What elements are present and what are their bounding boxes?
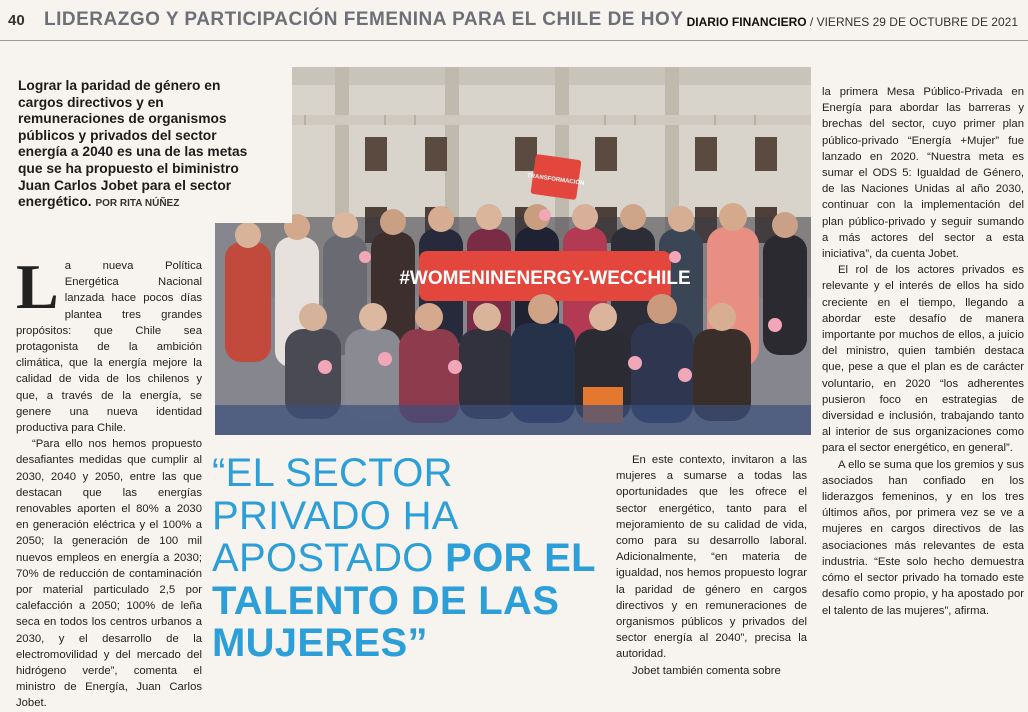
paragraph-text: a nueva Política Energética Nacional lanzada hace pocos días plantea tres grandes propósitos: que Chile sea protagonista de la ambición climática, que la energía mejore la calidad de vida de los chilenos y que, a través de la energía, se genere una nueva identidad productiva para Chile. <box>16 260 202 435</box>
pull-quote-part-1: “EL SECTOR PRIVADO HA APOSTADO <box>212 451 457 580</box>
section-title: LIDERAZGO Y PARTICIPACIÓN FEMENINA PARA EL CHILE DE HOY <box>44 9 684 30</box>
sign-text: TRANSFORMACIÓN <box>526 172 585 187</box>
article-paragraph <box>16 251 202 436</box>
article-paragraph: En este contexto, invitaron a las mujeres a sumarse a todas las oportunidades que les ofrece el sector energético, tanto para el mejoramiento de su calidad de vida, como para su desarrollo laboral. Adicionalmente, “en materia de igualdad, nos hemos propuesto lograr la paridad de género en cargos directivos y en remuneraciones de organismos públicos y privados del sector energía al 2040”, precisa la autoridad. <box>616 454 807 661</box>
article-lede <box>18 78 248 213</box>
pull-quote <box>212 452 608 665</box>
drop-cap: L <box>16 251 59 322</box>
article-paragraph: Jobet también comenta sobre <box>632 664 781 677</box>
article-paragraph: A ello se suma que los gremios y sus asociados han confiado en los liderazgos femeninos, y en los tres últimos años, por primera vez se ve a mujeres en cargos directivos de las asociaciones más relevantes de esta industria. “Este solo hecho demuestra cómo el sector privado ha tomado este desafío como propio, y ha apostado por el talento de las mujeres”, afirma. <box>822 458 1024 617</box>
article-paragraph: la primera Mesa Público-Privada en Energía para abordar las barreras y brechas del sector, cuyo primer plan público-privado “Energía +Mujer” fue lanzado en 2020. “Nuestra meta es sumar el ODS 5: Igualdad de Género, de las Naciones Unidas al año 2030, continuar con la implementación del plan público-privado y seguir sumando a más actores del sector a esta iniciativa”, da cuenta Jobet. <box>822 86 1024 261</box>
article-column-3 <box>616 452 807 679</box>
article-paragraph: “Para ello nos hemos propuesto desafiantes medidas que cumplir al 2030, 2040 y 2050, entre las que destacan que las energías renovables aporten el 80% a 2030 en generación eléctrica y el 100% a 2050; la generación de 100 mil nuevos empleos en energía a 2030; 70% de reducción de contaminación por material particulado 2,5 por calefacción a 2050; 100% de leña seca en todos los centros urbanos a 2030, y el desarrollo de la electromovilidad y del mercado del hidrógeno verde”, comenta el ministro de Energía, Juan Carlos Jobet. <box>16 438 202 710</box>
article-paragraph: El rol de los actores privados es relevante y el interés de ellos ha sido creciente en el tiempo, llegando a abordar este desafío de manera importante por muchos de ellos, a juicio del ministro, quien también destaca que, pese a que el plan es de carácter voluntario, en 2020 “los adherentes pusieron foco en estrategias de diversidad e inclusión, trabajando tanto al interior de sus organizaciones como para el sector energético, en general”. <box>822 264 1024 455</box>
publication-date: / VIERNES 29 DE OCTUBRE DE 2021 <box>806 15 1018 29</box>
banner-text: #WOMENINENERGY-WECCHILE <box>399 268 691 289</box>
lede-text: Lograr la paridad de género en cargos directivos y en remuneraciones de organismos públicos y privados del sector energía a 2040 es una de las metas que se ha propuesto el biministro Juan Carlos Jobet para el sector energético. <box>18 78 248 210</box>
group-photo <box>215 67 811 435</box>
publication-line <box>687 15 1018 29</box>
header-divider <box>0 40 1028 41</box>
pull-quote-part-2: POR EL TALENTO DE LAS MUJERES” <box>212 536 596 665</box>
group-photo-illustration <box>215 67 811 435</box>
publication-name: DIARIO FINANCIERO <box>686 15 807 29</box>
page-number: 40 <box>8 12 25 29</box>
byline: POR RITA NÚÑEZ <box>95 198 180 210</box>
page-header <box>0 0 1028 44</box>
article-column-1 <box>16 251 202 712</box>
article-column-4 <box>822 84 1024 619</box>
